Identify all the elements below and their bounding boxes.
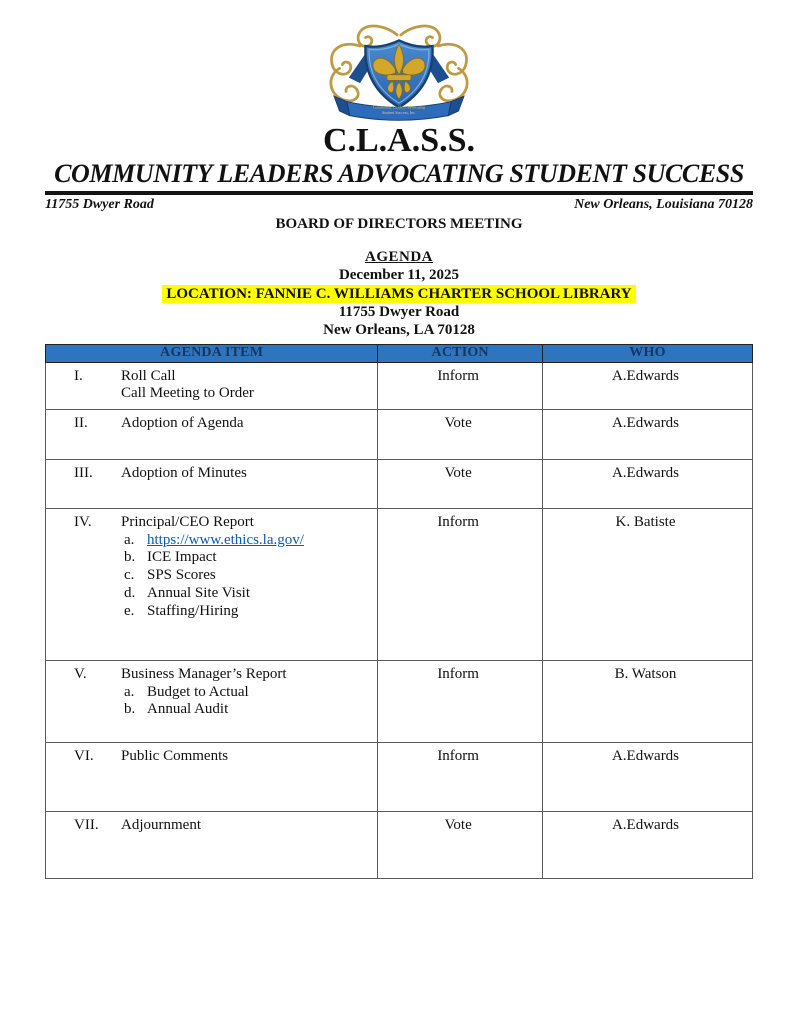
row-numeral: VI. (74, 747, 94, 764)
agenda-location-highlight: LOCATION: FANNIE C. WILLIAMS CHARTER SCHOOL LIBRARY (162, 285, 635, 303)
row-numeral: VII. (74, 816, 99, 833)
sub-item-text: Budget to Actual (147, 683, 249, 700)
table-header-row (46, 344, 753, 362)
sub-item-text: ICE Impact (147, 549, 217, 566)
agenda-item-text: Adoption of Agenda (121, 414, 244, 431)
who-cell: B. Watson (543, 660, 753, 742)
sub-item (124, 567, 373, 584)
who-cell: A.Edwards (543, 742, 753, 811)
action-cell: Inform (378, 742, 543, 811)
sub-item-letter: b. (124, 549, 136, 566)
agenda-item-text: Adoption of Minutes (121, 464, 247, 481)
org-full-name: COMMUNITY LEADERS ADVOCATING STUDENT SUCCESS (54, 159, 744, 188)
action-cell: Vote (378, 409, 543, 459)
table-row (46, 508, 753, 660)
ethics-link[interactable]: https://www.ethics.la.gov/ (147, 531, 304, 548)
action-cell: Inform (378, 660, 543, 742)
row-numeral: V. (74, 665, 87, 682)
sub-item-letter: a. (124, 531, 135, 548)
agenda-item-text: Roll Call (121, 367, 176, 384)
table-row (46, 742, 753, 811)
agenda-date: December 11, 2025 (338, 267, 460, 284)
agenda-city: New Orleans, LA 70128 (323, 322, 475, 339)
action-cell: Vote (378, 459, 543, 508)
ribbon-text-line1: Community Leaders Advocating (372, 104, 426, 110)
who-cell: A.Edwards (543, 362, 753, 409)
row-numeral: I. (74, 367, 83, 384)
action-cell: Inform (378, 508, 543, 660)
who-cell: A.Edwards (543, 459, 753, 508)
agenda-item-text: Adjournment (121, 816, 201, 833)
sub-item-letter: d. (124, 585, 136, 602)
horizontal-rule (45, 191, 753, 195)
sub-item-text: Annual Site Visit (147, 585, 250, 602)
row-numeral: II. (74, 414, 88, 431)
column-header-agenda-item: AGENDA ITEM (46, 344, 378, 362)
sub-item-text: Annual Audit (147, 701, 229, 718)
letterhead-address-row (45, 197, 753, 213)
sub-item-text: SPS Scores (147, 567, 216, 584)
table-row (46, 409, 753, 459)
sub-item (124, 532, 373, 549)
table-row (46, 811, 753, 878)
who-cell: A.Edwards (543, 811, 753, 878)
org-logo (311, 20, 487, 124)
meeting-title: BOARD OF DIRECTORS MEETING (275, 215, 523, 232)
column-header-action: ACTION (378, 344, 543, 362)
ribbon-text-line2: Student Success, Inc. (382, 109, 416, 115)
action-cell: Vote (378, 811, 543, 878)
table-row (46, 459, 753, 508)
row-numeral: III. (74, 464, 93, 481)
sub-item (124, 603, 373, 620)
sub-item (124, 585, 373, 602)
sub-item-letter: e. (124, 603, 135, 620)
sub-item-letter: c. (124, 567, 135, 584)
agenda-street: 11755 Dwyer Road (338, 304, 460, 320)
who-cell: K. Batiste (543, 508, 753, 660)
agenda-item-text: Public Comments (121, 747, 229, 764)
sub-item (124, 549, 373, 566)
row-numeral: IV. (74, 513, 92, 530)
sub-item-letter: b. (124, 701, 136, 718)
address-left: 11755 Dwyer Road (45, 196, 154, 212)
who-cell: A.Edwards (543, 409, 753, 459)
agenda-item-text: Principal/CEO Report (121, 513, 254, 530)
org-acronym: C.L.A.S.S. (322, 122, 476, 159)
agenda-heading-block (45, 248, 753, 339)
column-header-who: WHO (543, 344, 753, 362)
agenda-table (45, 344, 753, 879)
sub-item-letter: a. (124, 683, 135, 700)
sub-item (124, 701, 373, 718)
agenda-item-text: Business Manager’s Report (121, 665, 287, 682)
table-row (46, 362, 753, 409)
address-right: New Orleans, Louisiana 70128 (574, 196, 753, 212)
action-cell: Inform (378, 362, 543, 409)
agenda-title: AGENDA (364, 249, 433, 266)
sub-item-text: Staffing/Hiring (147, 603, 239, 620)
table-row (46, 660, 753, 742)
sub-item (124, 684, 373, 701)
agenda-item-text: Call Meeting to Order (121, 384, 254, 401)
